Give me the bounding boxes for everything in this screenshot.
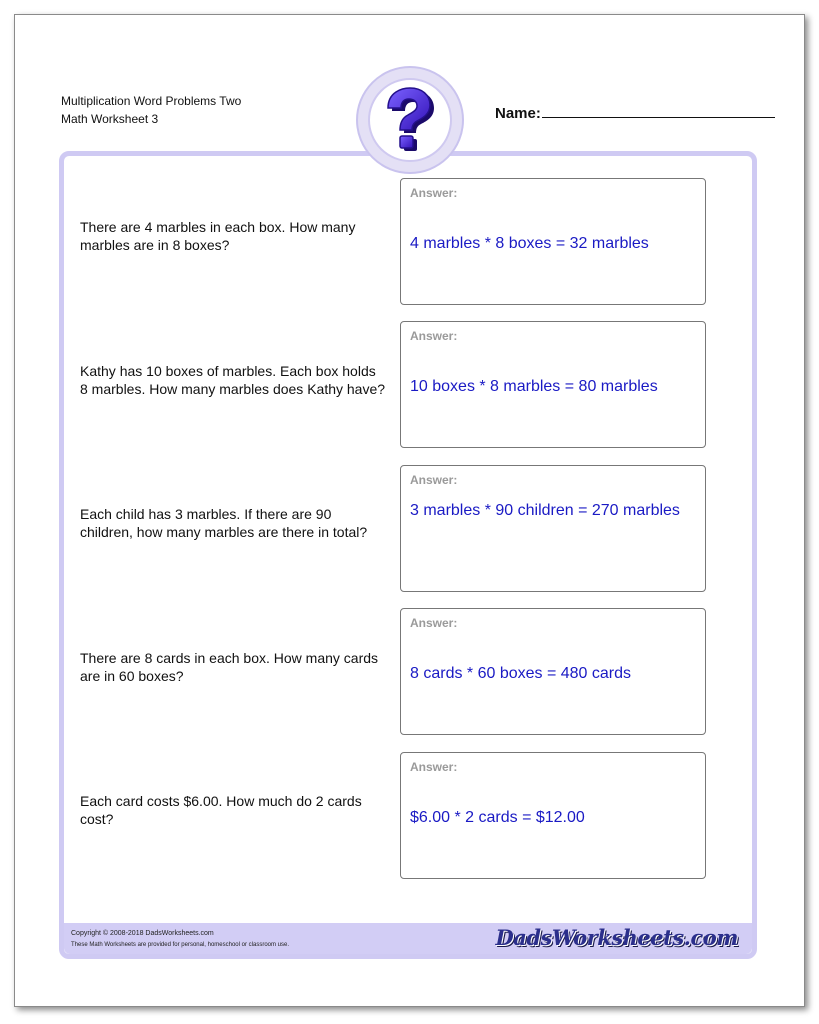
usage-notice: These Math Worksheets are provided for personal, homeschool or classroom use. — [71, 942, 289, 948]
answer-text-5: $6.00 * 2 cards = $12.00 — [410, 809, 585, 826]
problem-2-question: Kathy has 10 boxes of marbles. Each box holds 8 marbles. How many marbles does Kathy have? — [80, 363, 386, 397]
answer-label: Answer: — [410, 186, 458, 200]
brand-logo[interactable]: DadsWorksheets.com — [495, 925, 738, 950]
title-line-1: Multiplication Word Problems Two — [61, 94, 242, 108]
answer-box-5[interactable] — [400, 752, 706, 879]
problem-5-question: Each card costs $6.00. How much do 2 cards cost? — [80, 793, 362, 827]
name-label: Name: — [495, 105, 541, 122]
answer-label: Answer: — [410, 329, 458, 343]
answer-label: Answer: — [410, 473, 458, 487]
worksheet-page — [14, 14, 805, 1007]
answer-label: Answer: — [410, 616, 458, 630]
answer-text-4: 8 cards * 60 boxes = 480 cards — [410, 665, 632, 682]
answer-label: Answer: — [410, 760, 458, 774]
worksheet-title — [61, 92, 241, 128]
logo-badge — [356, 66, 464, 174]
answer-box-2[interactable] — [400, 321, 706, 448]
answer-text-2: 10 boxes * 8 marbles = 80 marbles — [410, 378, 658, 395]
problem-4-question: There are 8 cards in each box. How many cards are in 60 boxes? — [80, 650, 379, 684]
title-line-2: Math Worksheet 3 — [61, 112, 159, 126]
answer-box-3[interactable] — [400, 465, 706, 592]
name-line[interactable] — [542, 103, 775, 118]
copyright-text: Copyright © 2008-2018 DadsWorksheets.com — [71, 930, 214, 937]
question-mark-icon — [380, 86, 440, 158]
answer-box-1[interactable] — [400, 178, 706, 305]
answer-text-3: 3 marbles * 90 children = 270 marbles — [410, 502, 680, 519]
footer — [64, 923, 752, 954]
name-field — [495, 103, 775, 122]
answer-text-1: 4 marbles * 8 boxes = 32 marbles — [410, 235, 649, 252]
problem-1-question: There are 4 marbles in each box. How many marbles are in 8 boxes? — [80, 219, 356, 253]
answer-box-4[interactable] — [400, 608, 706, 735]
problem-3-question: Each child has 3 marbles. If there are 90 children, how many marbles are there in total? — [80, 506, 368, 540]
